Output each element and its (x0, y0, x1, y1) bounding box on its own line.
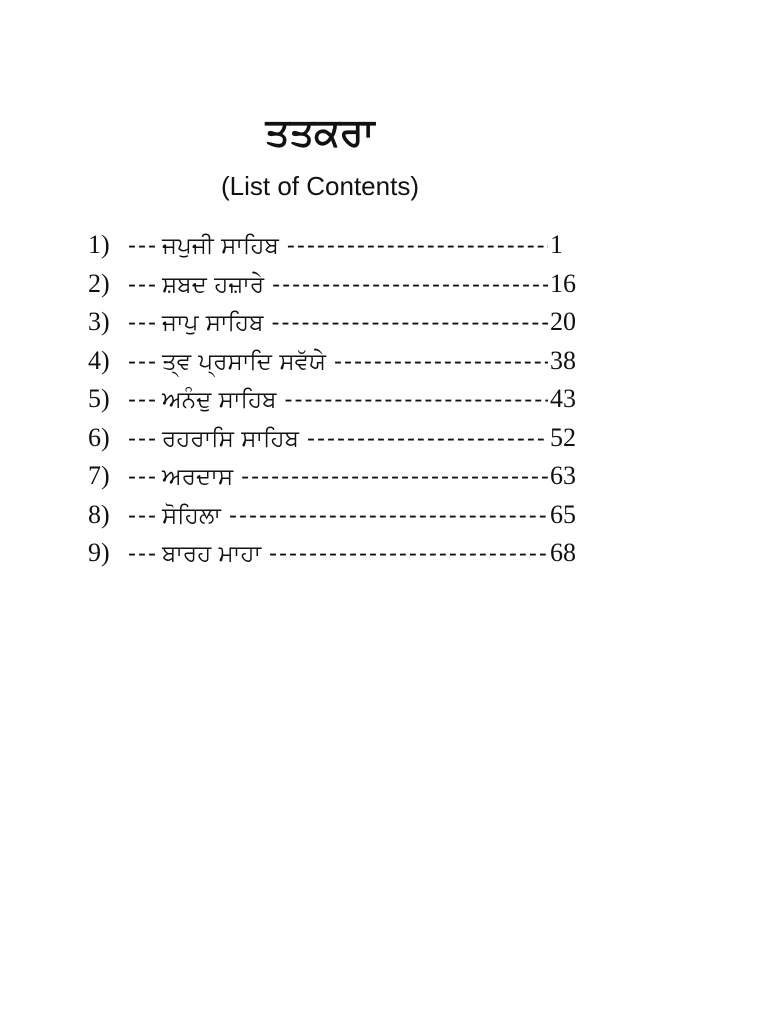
entry-leader: --- (128, 501, 158, 529)
entry-leader: --- (128, 540, 158, 567)
entry-leader: --- (128, 347, 158, 375)
entry-page-number: 16 (550, 268, 576, 298)
entry-title: ਸੋਹਿਲਾ (161, 502, 221, 529)
toc-entry (88, 423, 588, 462)
entry-page-number: 43 (550, 384, 576, 413)
entry-number: 9) (88, 538, 110, 567)
page-title: ਤਤਕਰਾ (265, 110, 375, 154)
entry-number: 6) (88, 422, 110, 452)
entry-page-number: 63 (550, 461, 576, 490)
dot-leader (269, 540, 548, 568)
entry-leader: --- (128, 232, 158, 259)
toc-entry (88, 346, 588, 385)
toc-entry (88, 538, 588, 577)
entry-title: ਬਾਰਹ ਮਾਹਾ (161, 541, 262, 567)
dot-leader (272, 271, 548, 299)
dot-leader (307, 425, 548, 453)
toc-entry (88, 500, 588, 539)
entry-leader: --- (128, 386, 158, 413)
entry-number: 2) (88, 268, 110, 298)
toc-entry (88, 307, 588, 346)
entry-page-number: 1 (550, 230, 563, 259)
entry-page-number: 52 (550, 422, 576, 452)
dot-leader (287, 232, 548, 260)
toc-entry (88, 230, 588, 269)
table-of-contents (88, 230, 588, 577)
entry-leader: --- (128, 309, 158, 336)
dot-leader (229, 502, 548, 530)
entry-leader: --- (128, 270, 158, 298)
entry-number: 8) (88, 499, 110, 529)
entry-title: ਰਹਰਾਸਿ ਸਾਹਿਬ (161, 425, 300, 452)
dot-leader (284, 386, 548, 414)
entry-title: ਅਨੰਦੁ ਸਾਹਿਬ (161, 387, 277, 413)
entry-number: 4) (88, 345, 110, 375)
page-subtitle: (List of Contents) (221, 171, 419, 201)
entry-leader: --- (128, 463, 158, 490)
toc-entry (88, 384, 588, 423)
entry-number: 1) (88, 230, 110, 259)
toc-entry (88, 269, 588, 308)
entry-page-number: 38 (550, 345, 576, 375)
entry-title: ਤ੍ਵ ਪ੍ਰਸਾਦਿ ਸਵੱਯੇ (161, 348, 326, 375)
dot-leader (334, 348, 548, 376)
entry-page-number: 65 (550, 499, 576, 529)
dot-leader (272, 309, 548, 337)
entry-page-number: 20 (550, 307, 576, 336)
entry-title: ਸ਼ਬਦ ਹਜ਼ਾਰੇ (161, 271, 265, 298)
entry-title: ਜਾਪੁ ਸਾਹਿਬ (161, 310, 264, 336)
entry-page-number: 68 (550, 538, 576, 567)
entry-title: ਅਰਦਾਸ (161, 464, 234, 490)
entry-number: 7) (88, 461, 110, 490)
entry-number: 3) (88, 307, 110, 336)
entry-number: 5) (88, 384, 110, 413)
toc-entry (88, 461, 588, 500)
entry-leader: --- (128, 424, 158, 452)
entry-title: ਜਪੁਜੀ ਸਾਹਿਬ (161, 233, 279, 259)
dot-leader (241, 463, 548, 491)
